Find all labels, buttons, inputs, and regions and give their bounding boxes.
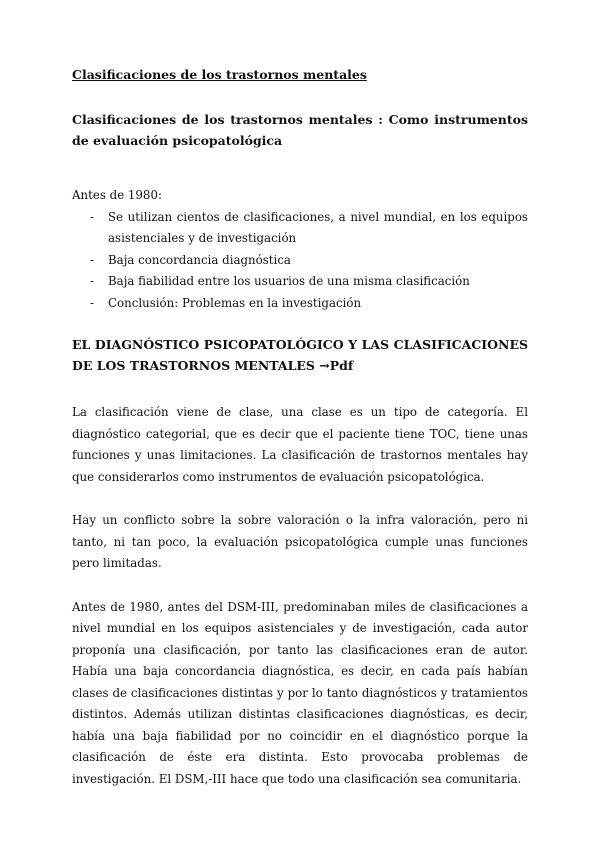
arrow-right-icon: →	[319, 358, 330, 373]
intro-label: Antes de 1980:	[72, 188, 162, 202]
document-subtitle: Clasificaciones de los trastornos mentales : Como instrumentos de evaluación psicopatológica	[72, 112, 528, 148]
list-item-text: Se utilizan cientos de clasificaciones, a nivel mundial, en los equipos asistenciales y de investigación	[108, 209, 528, 245]
section-heading	[72, 334, 528, 376]
bullet-list	[72, 207, 528, 315]
paragraph: La clasificación viene de clase, una clase es un tipo de categoría. El diagnóstico categorial, que es decir que el paciente tiene TOC, tiene unas funciones y unas limitaciones. La clasificación de trastornos mentales hay que considerarlos como instrumentos de evaluación psicopatológica.	[72, 405, 528, 484]
bullet-dash: -	[90, 209, 94, 224]
list-item-text: Baja concordancia diagnóstica	[108, 252, 291, 267]
bullet-dash: -	[90, 295, 94, 310]
list-item-text: Baja fiabilidad entre los usuarios de una misma clasificación	[108, 274, 470, 288]
bullet-dash: -	[90, 274, 94, 288]
section-heading-text: EL DIAGNÓSTICO PSICOPATOLÓGICO Y LAS CLASIFICACIONES DE LOS TRASTORNOS MENTALES	[72, 337, 528, 373]
paragraph: Hay un conflicto sobre la sobre valoración o la infra valoración, pero ni tanto, ni tan poco, la evaluación psicopatológica cumple unas funciones pero limitadas.	[72, 513, 528, 570]
bullet-dash: -	[90, 252, 94, 267]
list-item	[90, 250, 528, 272]
section-heading-suffix: Pdf	[329, 358, 354, 373]
paragraph: Antes de 1980, antes del DSM-III, predominaban miles de clasificaciones a nivel mundial en los equipos asistenciales y de investigación, cada autor proponía una clasificación, por tanto las clasificaciones eran de autor. Había una baja concordancia diagnóstica, es decir, en cada país habían clases de clasificaciones distintas y por lo tanto diagnósticos y tratamientos distintos. Además utilizan distintas clasificaciones diagnósticas, es decir, había una baja fiabilidad por no coincidir en el diagnóstico porque la clasificación de éste era distinta. Esto provocaba problemas de investigación. El DSM,-III hace que todo una clasificación sea comunitaria.	[72, 599, 528, 786]
document-title: Clasificaciones de los trastornos mentales	[72, 67, 367, 82]
list-item	[90, 271, 528, 293]
list-item	[90, 207, 528, 250]
list-item-text: Conclusión: Problemas en la investigación	[108, 295, 362, 310]
list-item	[90, 293, 528, 315]
